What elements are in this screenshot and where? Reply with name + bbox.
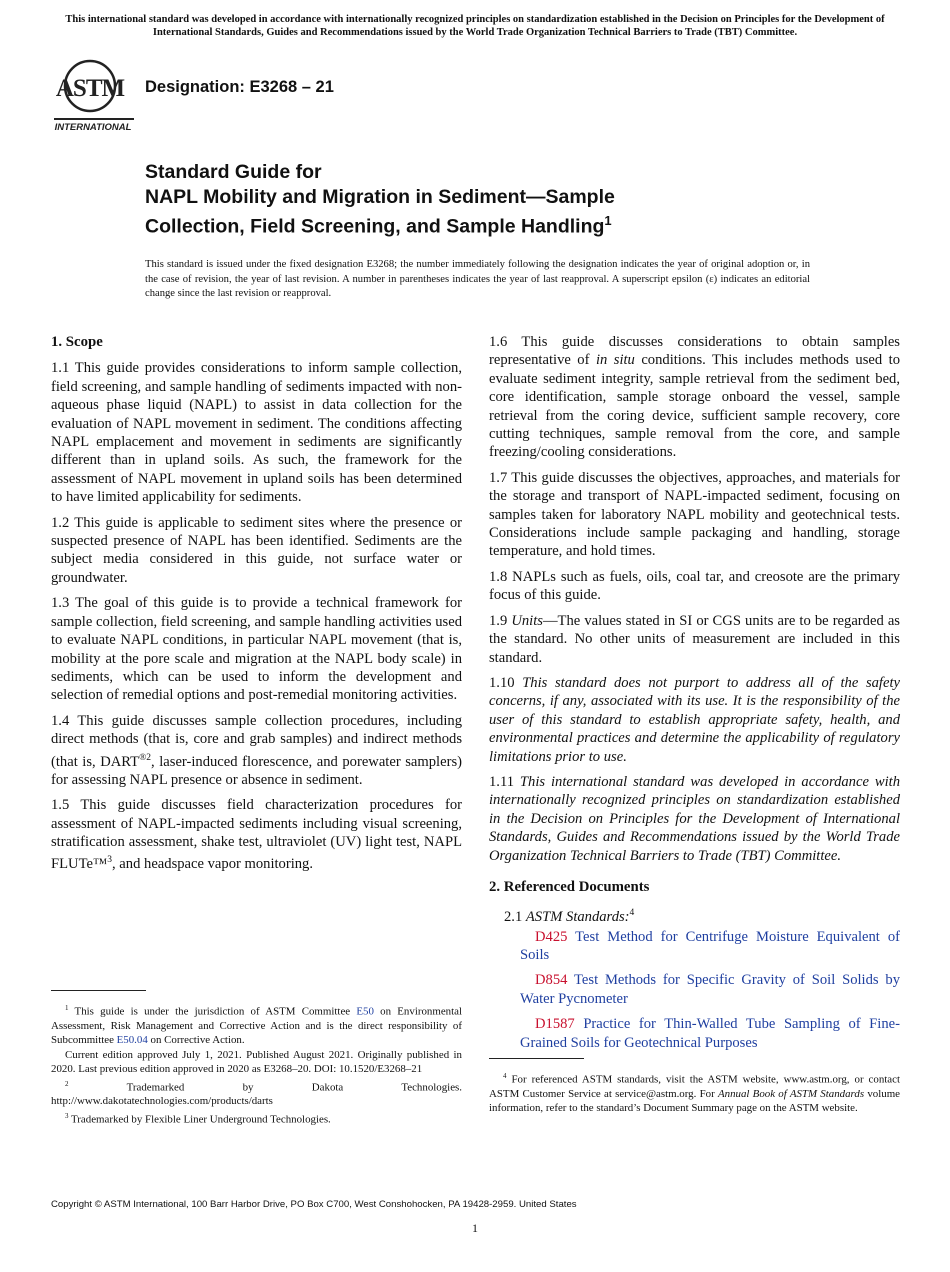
astm-logo xyxy=(50,56,136,134)
para-1-10-italic: This standard does not purport to address all of the safety concerns, if any, associated with its use. It is the responsibility of the user of this standard to establish appropriate safety, health, and environmental practices and determine the applicability of regulatory limitations prior to use. xyxy=(489,674,900,765)
ref-item-d1587[interactable] xyxy=(489,1015,900,1052)
para-1-4-text-b: , laser-induced florescence, and porewater samplers) for assessing NAPL presence or absence in sediment. xyxy=(51,753,462,788)
svg-text:ASTM: ASTM xyxy=(55,75,125,102)
title-line-2: NAPL Mobility and Migration in Sediment—Sample xyxy=(145,185,615,208)
para-1-2: 1.2 This guide is applicable to sediment sites where the presence or suspected presence of NAPL has been identified. Sediments are the subject media considered in this guide, not surface water or groundwater. xyxy=(51,514,462,586)
para-1-11-italic: This international standard was developed in accordance with internationally recognized principles on standardization established in the Decision on Principles for the Development of International Standards, Guides and Recommendations issued by the World Trade Organization Technical Barriers to Trade (TBT) Committee. xyxy=(489,773,900,864)
ref-code[interactable]: D1587 xyxy=(535,1016,575,1033)
ref-title[interactable]: Practice for Thin-Walled Tube Sampling of Fine-Grained Soils for Geotechnical Purposes xyxy=(520,1016,900,1051)
footnote-4 xyxy=(489,1069,900,1115)
header-compliance-note: This international standard was developed in accordance with internationally recognized principles on standardization established in the Decision on Principles for the Development of International Standards, Guides and Recommendations issued by the World Trade Organization Technical Barriers to Trade (TBT) Committee. xyxy=(65,14,885,38)
issued-note: This standard is issued under the fixed designation E3268; the number immediately following the designation indicates the year of original adoption or, in the case of revision, the year of last revision. A number in parentheses indicates the year of last reapproval. A superscript epsilon (ε) indicates an editorial change since the last revision or reapproval. xyxy=(145,259,810,299)
para-1-9-italic: Units xyxy=(511,612,543,629)
footnote-1-text-a: This guide is under the jurisdiction of ASTM Committee xyxy=(74,1005,357,1018)
para-1-10 xyxy=(489,674,900,766)
ref-code[interactable]: D425 xyxy=(535,928,568,945)
para-1-9 xyxy=(489,612,900,667)
footnote-divider xyxy=(489,1058,584,1059)
footnote-2 xyxy=(51,1077,462,1109)
footnote-1 xyxy=(51,1001,462,1047)
title-line-1: Standard Guide for xyxy=(145,161,322,183)
para-1-3: 1.3 The goal of this guide is to provide a technical framework for sample collection, field screening, and sample handling activities used to evaluate NAPL conditions, in particular NAPL movement (that is, mobility at the pore scale and migration at the NAPL body scale) in sediments, which can be used to inform the development and selection of remedial options and post-remedial monitoring activities. xyxy=(51,595,462,704)
ref-code[interactable]: D854 xyxy=(535,972,568,989)
right-column xyxy=(489,333,900,1059)
para-1-6 xyxy=(489,333,900,462)
footnote-4-text-b: volume information, refer to the standard’s Document Summary page on the ASTM website. xyxy=(489,1087,901,1114)
para-1-6-text-b: conditions. This includes methods used to evaluate sediment integrity, sample retrieval from the sediment bed, core identification, sample storage onboard the vessel, sample retrieval from the coring device, sufficient sample recovery, core cutting techniques, sample removal from the core, and sample freezing/cooling considerations. xyxy=(489,352,901,461)
left-footnotes xyxy=(51,990,462,1128)
designation: Designation: E3268 – 21 xyxy=(145,78,334,96)
svg-text:INTERNATIONAL: INTERNATIONAL xyxy=(54,122,132,133)
title-line-3-text: Collection, Field Screening, and Sample Handling xyxy=(145,215,605,238)
para-1-9-text: —The values stated in SI or CGS units are to be regarded as the standard. No other units of measurement are included in this standard. xyxy=(489,612,900,666)
section-heading-scope: 1. Scope xyxy=(51,334,103,350)
footnote-ref-4[interactable]: 4 xyxy=(629,908,635,919)
astm-standards-label: ASTM Standards: xyxy=(525,909,630,926)
footnote-ref-3[interactable]: 3 xyxy=(107,855,112,866)
footnote-3 xyxy=(51,1109,462,1127)
title-footnote-ref[interactable]: 1 xyxy=(604,213,612,228)
footnote-3-marker: 3 xyxy=(65,1112,69,1121)
page-number: 1 xyxy=(472,1221,478,1235)
section-heading-referenced-documents: 2. Referenced Documents xyxy=(489,878,650,895)
para-1-4-text-a: 1.4 This guide discusses sample collection procedures, including direct methods (that is, core and grab samples) and indirect methods (that is, DART xyxy=(51,712,462,770)
ref-title[interactable]: Test Method for Centrifuge Moisture Equivalent of Soils xyxy=(520,928,900,964)
ref-title[interactable]: Test Methods for Specific Gravity of Soil Solids by Water Pycnometer xyxy=(520,972,901,1007)
footnote-3-text: Trademarked by Flexible Liner Underground Technologies. xyxy=(71,1113,331,1126)
astm-standards-subheading xyxy=(489,904,900,926)
ref-item-d425[interactable] xyxy=(489,928,900,965)
para-1-6-text-a: 1.6 This guide discusses considerations to obtain samples representative of xyxy=(489,334,900,369)
para-1-9-number: 1.9 xyxy=(489,612,512,629)
right-footnotes xyxy=(489,1058,900,1116)
footnote-4-marker: 4 xyxy=(503,1072,507,1080)
para-1-4 xyxy=(51,712,462,789)
para-1-5-text-a: 1.5 This guide discusses field characterization procedures for assessment of NAPL-impacted sediments including visual screening, stratification assessment, shake test, ultraviolet (UV) light test, NAPL FLUTe™ xyxy=(51,797,462,873)
subcommittee-e50-04-link[interactable]: E50.04 xyxy=(116,1033,148,1046)
para-1-10-number: 1.10 xyxy=(489,674,523,691)
footnote-2-marker: 2 xyxy=(65,1079,69,1088)
para-1-6-italic: in situ xyxy=(595,352,635,369)
footnote-1-text-b: on Environmental Assessment, Risk Management and Corrective Action and is the direct responsibility of Subcommittee xyxy=(51,1005,462,1046)
title-line-3 xyxy=(145,209,845,239)
para-1-5-text-b: , and headspace vapor monitoring. xyxy=(112,856,314,873)
copyright-footer: Copyright © ASTM International, 100 Barr Harbor Drive, PO Box C700, West Conshohocken, PA 19428-2959. United States xyxy=(51,1199,577,1210)
para-1-11 xyxy=(489,773,900,865)
footnote-divider xyxy=(51,990,146,991)
committee-e50-link[interactable]: E50 xyxy=(356,1005,374,1018)
para-1-8: 1.8 NAPLs such as fuels, oils, coal tar, and creosote are the primary focus of this guide. xyxy=(489,568,900,604)
footnote-4-italic: Annual Book of ASTM Standards xyxy=(717,1087,865,1100)
footnote-1-edition: Current edition approved July 1, 2021. Published August 2021. Originally published in 2020. Last previous edition approved in 2020 as E3268–20. DOI: 10.1520/E3268–21 xyxy=(51,1048,462,1075)
astm-standards-number: 2.1 xyxy=(504,909,526,926)
para-1-5 xyxy=(51,796,462,873)
footnote-4-text-a: For referenced ASTM standards, visit the ASTM website, www.astm.org, or contact ASTM Customer Service at service@astm.org. For xyxy=(489,1073,900,1100)
para-1-11-number: 1.11 xyxy=(489,773,520,790)
para-1-1: 1.1 This guide provides considerations to inform sample collection, field screening, and sample handling of sediments impacted with non-aqueous phase liquid (NAPL) to assist in data collection for the evaluation of NAPL movement in sediment. The conditions affecting NAPL emplacement and movement in sediments are significantly different than in upland soils. As such, the framework for the assessment of NAPL movement in upland soils has been determined to have limited applicability for sediments. xyxy=(51,360,462,506)
footnote-1-marker: 1 xyxy=(65,1004,69,1012)
footnote-ref-2[interactable]: ®2 xyxy=(139,752,152,763)
para-1-7: 1.7 This guide discusses the objectives, approaches, and materials for the storage and transport of NAPL-impacted sediment, focusing on samples taken for laboratory NAPL mobility and geotechnical tests. Considerations include sample packaging and handling, storage temperature, and hold times. xyxy=(489,469,900,560)
footnote-1-text-c: on Corrective Action. xyxy=(147,1033,245,1046)
footnote-2-text: Trademarked by Dakota Technologies. http://www.dakotatechnologies.com/products/darts xyxy=(51,1081,463,1108)
ref-item-d854[interactable] xyxy=(489,971,900,1008)
document-title xyxy=(145,160,845,239)
left-column xyxy=(51,333,462,881)
